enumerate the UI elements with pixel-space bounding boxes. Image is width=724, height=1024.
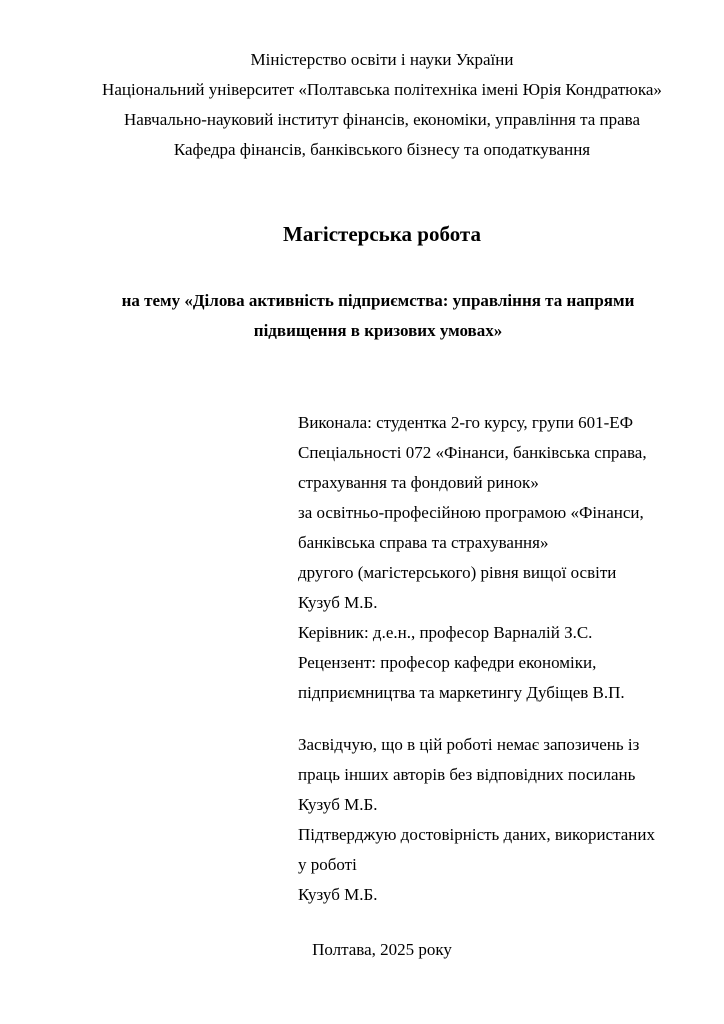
thesis-topic: на тему «Ділова активність підприємства: управління та напрями підвищення в кризових умовах»: [121, 291, 635, 340]
department-line: Кафедра фінансів, банківського бізнесу та оподаткування: [173, 140, 591, 159]
supervisor-line: Керівник: д.е.н., професор Варналій З.С.: [298, 623, 593, 642]
reviewer-line: Рецензент: професор кафедри економіки,: [298, 653, 597, 672]
author-details: [298, 408, 718, 708]
data-accuracy-signature: Кузуб М.Б.: [298, 885, 378, 904]
institute-line: Навчально-науковий інститут фінансів, економіки, управління та права: [123, 110, 641, 129]
program-line: за освітньо-професійною програмою «Фінанси,: [298, 503, 644, 522]
originality-signature: Кузуб М.Б.: [298, 795, 378, 814]
specialty-line: Спеціальності 072 «Фінанси, банківська справа,: [298, 443, 647, 462]
student-name: Кузуб М.Б.: [298, 593, 378, 612]
data-accuracy-statement: Підтверджую достовірність даних, використаних: [298, 825, 655, 844]
ministry-line: Міністерство освіти і науки України: [250, 50, 514, 69]
university-line: Національний університет «Полтавська політехніка імені Юрія Кондратюка»: [102, 80, 662, 99]
originality-statement: Засвідчую, що в цій роботі немає запозичень із: [298, 735, 640, 754]
reviewer-line-cont: підприємництва та маркетингу Дубіщев В.П.: [298, 683, 625, 702]
program-line-cont: банківська справа та страхування»: [298, 533, 549, 552]
data-accuracy-statement-cont: у роботі: [298, 855, 357, 874]
institution-header: [50, 45, 714, 165]
document-title: Магістерська робота: [283, 222, 481, 246]
city-year-line: Полтава, 2025 року: [312, 940, 452, 959]
performed-by-line: Виконала: студентка 2-го курсу, групи 601-ЕФ: [298, 413, 634, 432]
attestation-statements: [298, 730, 718, 910]
originality-statement-cont: праць інших авторів без відповідних посилань: [298, 765, 636, 784]
degree-level-line: другого (магістерського) рівня вищої освіти: [298, 563, 617, 582]
specialty-line-cont: страхування та фондовий ринок»: [298, 473, 539, 492]
